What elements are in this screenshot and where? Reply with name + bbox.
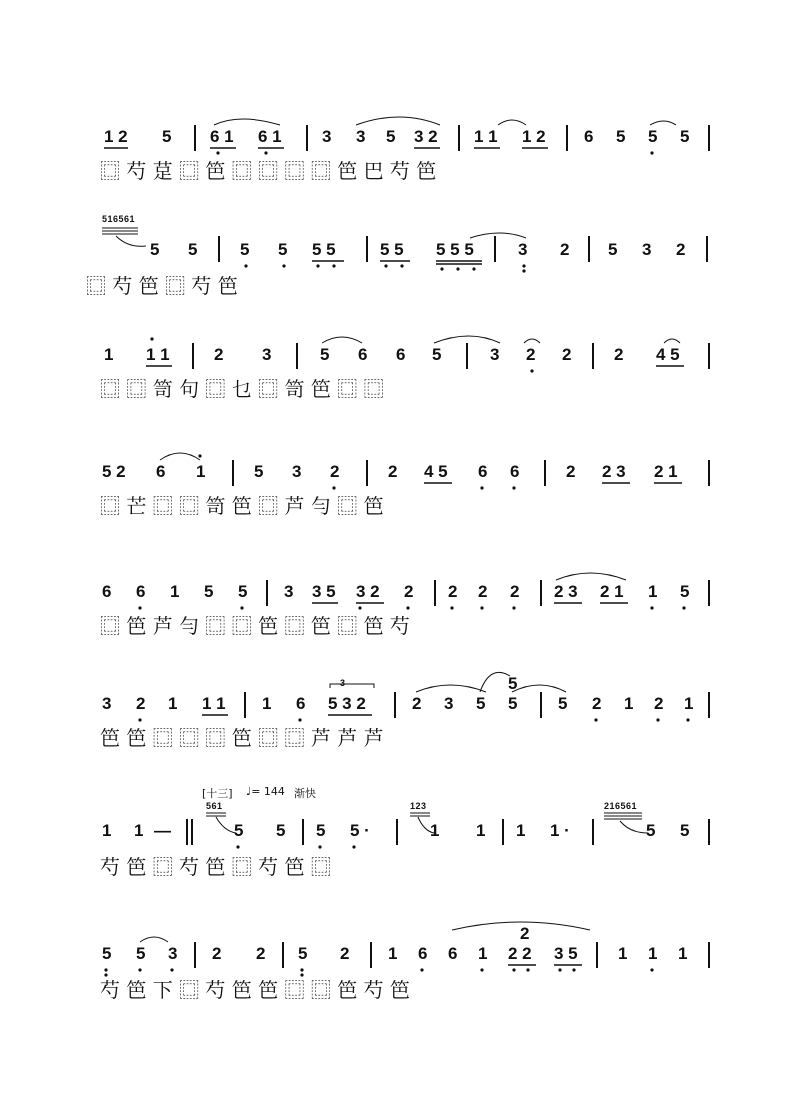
tempo-note: 渐快 bbox=[294, 787, 316, 800]
note: 2 3 bbox=[602, 462, 626, 481]
note: 3 bbox=[490, 345, 500, 364]
note: 2 bbox=[566, 462, 576, 481]
note: 3 bbox=[284, 582, 294, 601]
score-system-7 bbox=[0, 785, 790, 885]
note: 3 bbox=[102, 694, 112, 713]
note: 1 2 bbox=[104, 127, 128, 146]
score-system-2 bbox=[0, 214, 790, 320]
score-system-6 bbox=[0, 674, 790, 780]
note: 6 1 bbox=[258, 127, 282, 146]
note: 6 bbox=[296, 694, 306, 713]
note: 5 bbox=[476, 694, 486, 713]
note: 6 bbox=[358, 345, 368, 364]
note: 3 bbox=[356, 127, 366, 146]
note: 2 bbox=[256, 944, 266, 963]
score-system-4 bbox=[0, 450, 790, 550]
note: 3 5 bbox=[312, 582, 336, 601]
note-above: 5 bbox=[508, 674, 518, 693]
note: 6 bbox=[448, 944, 458, 963]
note: 5 · bbox=[350, 821, 370, 840]
grace-notes: 123 bbox=[410, 801, 427, 811]
note: 6 bbox=[584, 127, 594, 146]
tablature-text: 笆 笆 ⿴ ⿴ ⿴ 笆 ⿴ ⿴ 芦 芦 芦 bbox=[100, 726, 384, 750]
note: 2 bbox=[404, 582, 414, 601]
note: 3 bbox=[262, 345, 272, 364]
note: 3 2 bbox=[414, 127, 438, 146]
note: 1 bbox=[388, 944, 398, 963]
note: 5 5 bbox=[380, 240, 404, 259]
score-system-1 bbox=[0, 115, 790, 215]
note: 2 1 bbox=[654, 462, 678, 481]
note: 5 bbox=[276, 821, 286, 840]
note: 1 bbox=[134, 821, 144, 840]
note: 1 bbox=[430, 821, 440, 840]
note: 2 bbox=[560, 240, 570, 259]
note: 1 2 bbox=[522, 127, 546, 146]
note: 1 bbox=[476, 821, 486, 840]
note: 5 bbox=[136, 944, 146, 963]
score-system-8 bbox=[0, 920, 790, 1020]
note: 1 bbox=[648, 944, 658, 963]
note: 5 bbox=[204, 582, 214, 601]
note: 5 bbox=[558, 694, 568, 713]
note: 5 2 bbox=[102, 462, 126, 481]
note: 1 bbox=[104, 345, 114, 364]
note: 3 bbox=[444, 694, 454, 713]
note: 1 bbox=[684, 694, 694, 713]
tablature-text: 芍 笆 ⿴ 芍 笆 ⿴ 芍 笆 ⿴ bbox=[100, 855, 331, 879]
tablature-text: ⿴ 芍 笆 ⿴ 芍 笆 bbox=[86, 274, 238, 298]
note: 1 1 bbox=[474, 127, 498, 146]
note: 6 1 bbox=[210, 127, 234, 146]
note: 1 bbox=[170, 582, 180, 601]
note: 2 bbox=[676, 240, 686, 259]
grace-notes: 216561 bbox=[604, 801, 638, 811]
note: 5 bbox=[680, 582, 690, 601]
grace-notes: 516561 bbox=[102, 214, 136, 224]
note: 5 bbox=[240, 240, 250, 259]
note: 2 2 bbox=[508, 944, 532, 963]
note: 2 bbox=[136, 694, 146, 713]
note: 6 bbox=[478, 462, 488, 481]
note: 6 bbox=[418, 944, 428, 963]
note: 4 5 bbox=[656, 345, 680, 364]
note: 2 bbox=[614, 345, 624, 364]
note: 2 bbox=[214, 345, 224, 364]
note: 5 bbox=[238, 582, 248, 601]
note: 2 bbox=[510, 582, 520, 601]
slurs-and-dots bbox=[0, 220, 790, 320]
score-system-5 bbox=[0, 570, 790, 670]
slurs-and-dots bbox=[0, 920, 790, 1020]
note: 3 bbox=[168, 944, 178, 963]
note: 1 bbox=[478, 944, 488, 963]
note: 5 bbox=[648, 127, 658, 146]
note: 5 bbox=[316, 821, 326, 840]
note: 1 · bbox=[550, 821, 570, 840]
note: 6 bbox=[136, 582, 146, 601]
note: 1 1 bbox=[202, 694, 226, 713]
note: 5 bbox=[102, 944, 112, 963]
note: 1 bbox=[262, 694, 272, 713]
note-above: 2 bbox=[520, 924, 530, 943]
note: 4 5 bbox=[424, 462, 448, 481]
tablature-text: ⿴ ⿴ 笥 句 ⿴ 乜 ⿴ 笥 笆 ⿴ ⿴ bbox=[100, 377, 384, 401]
note: 5 bbox=[680, 127, 690, 146]
note: 6 bbox=[510, 462, 520, 481]
note: — bbox=[154, 821, 171, 840]
note: 3 2 bbox=[356, 582, 380, 601]
note: 2 bbox=[562, 345, 572, 364]
note: 5 bbox=[508, 694, 518, 713]
tablature-text: ⿴ 芍 莡 ⿴ 笆 ⿴ ⿴ ⿴ ⿴ 笆 巴 芍 笆 bbox=[100, 159, 437, 183]
note: 2 bbox=[330, 462, 340, 481]
note: 3 bbox=[322, 127, 332, 146]
note: 1 bbox=[102, 821, 112, 840]
note: 1 bbox=[196, 462, 206, 481]
note: 6 bbox=[396, 345, 406, 364]
note: 3 5 bbox=[554, 944, 578, 963]
note: 5 bbox=[680, 821, 690, 840]
grace-notes: 561 bbox=[206, 801, 223, 811]
note: 1 bbox=[624, 694, 634, 713]
note: 2 bbox=[412, 694, 422, 713]
note: 2 3 bbox=[554, 582, 578, 601]
note: 1 bbox=[648, 582, 658, 601]
tablature-text: ⿴ 芒 ⿴ ⿴ 笥 笆 ⿴ 芦 勻 ⿴ 笆 bbox=[100, 494, 384, 518]
note: 2 bbox=[388, 462, 398, 481]
tablature-text: 芍 笆 下 ⿴ 芍 笆 笆 ⿴ ⿴ 笆 芍 笆 bbox=[100, 978, 410, 1002]
note: 5 bbox=[188, 240, 198, 259]
note: 3 bbox=[518, 240, 528, 259]
note: 1 bbox=[678, 944, 688, 963]
note: 5 5 bbox=[312, 240, 336, 259]
note: 5 bbox=[616, 127, 626, 146]
note: 6 bbox=[156, 462, 166, 481]
note: 5 5 5 bbox=[436, 240, 474, 259]
note: 5 bbox=[254, 462, 264, 481]
note: 2 bbox=[654, 694, 664, 713]
section-label: [十三] bbox=[202, 787, 233, 800]
note: 3 bbox=[292, 462, 302, 481]
note: 3 bbox=[642, 240, 652, 259]
note: 2 bbox=[340, 944, 350, 963]
note: 5 bbox=[298, 944, 308, 963]
note: 2 bbox=[592, 694, 602, 713]
note: 5 3 2 bbox=[328, 694, 366, 713]
note: 2 bbox=[526, 345, 536, 364]
note: 6 bbox=[102, 582, 112, 601]
note: 2 bbox=[212, 944, 222, 963]
tablature-text: ⿴ 笆 芦 勻 ⿴ ⿴ 笆 ⿴ 笆 ⿴ 笆 芍 bbox=[100, 614, 410, 638]
note: 2 bbox=[478, 582, 488, 601]
note: 5 bbox=[432, 345, 442, 364]
note: 5 bbox=[386, 127, 396, 146]
note: 1 1 bbox=[146, 345, 170, 364]
note: 5 bbox=[320, 345, 330, 364]
note: 5 bbox=[608, 240, 618, 259]
note: 2 bbox=[448, 582, 458, 601]
note: 1 bbox=[516, 821, 526, 840]
note: 5 bbox=[234, 821, 244, 840]
note: 1 bbox=[618, 944, 628, 963]
note: 2 1 bbox=[600, 582, 624, 601]
note: 1 bbox=[168, 694, 178, 713]
note: 5 bbox=[150, 240, 160, 259]
triplet-mark: 3 bbox=[340, 678, 346, 688]
tempo-mark: ♩= 144 bbox=[246, 785, 285, 798]
score-system-3 bbox=[0, 335, 790, 435]
note: 5 bbox=[646, 821, 656, 840]
note: 5 bbox=[278, 240, 288, 259]
note: 5 bbox=[162, 127, 172, 146]
